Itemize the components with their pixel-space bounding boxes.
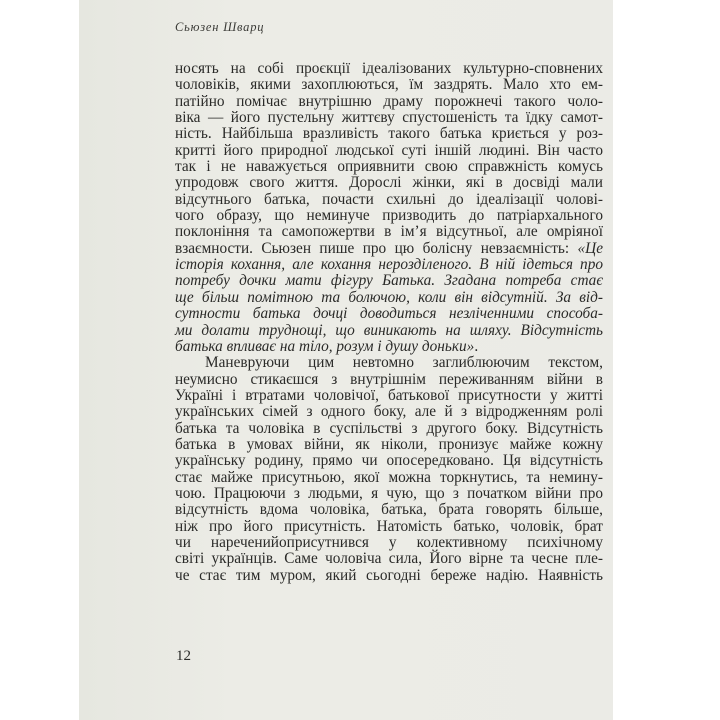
text-line <box>175 273 603 289</box>
text-line <box>175 208 603 224</box>
line-text: упродовж свого життя. Дорослі жінки, які в досвіді мали <box>175 174 603 192</box>
text-line <box>175 437 603 453</box>
text-line <box>175 388 603 404</box>
line-text: віка — його пустельну життєву спустошеність та їдку самот- <box>175 109 603 127</box>
text-line <box>175 110 603 126</box>
text-line <box>175 224 603 240</box>
line-text: поклоніння та самопожертви в ім’я відсутньої, але омріяної <box>175 223 603 241</box>
quoted-text: батька впливає на тіло, розум і душу доньки» <box>175 337 475 355</box>
quoted-text: ми долати труднощі, що виникають на шляху. Відсутність <box>175 321 603 339</box>
text-line <box>175 568 603 584</box>
text-line <box>175 175 603 191</box>
text-line <box>175 502 603 518</box>
quoted-text: історія кохання, але кохання нерозділеного. В ній ідеться про <box>175 256 603 274</box>
line-text: українську родину, прямо чи опосередковано. Ця відсутність <box>175 452 603 470</box>
line-text: світі українців. Саме чоловіча сила, Його вірне та чесне пле- <box>175 550 603 568</box>
line-text: ніж про його присутність. Натомість батько, чоловік, брат <box>175 517 603 535</box>
line-text: носять на собі проєкції ідеалізованих культурно-сповнених <box>175 60 603 77</box>
quoted-text: потребу дочки мати фігуру Батька. Згадана потреба стає <box>175 272 603 290</box>
text-line <box>175 241 603 257</box>
line-text: че стає тим муром, який сьогодні береже надію. Наявність <box>175 566 603 584</box>
line-text: взаємности. Сьюзен пише про цю болісну невзаємність: <box>175 239 578 257</box>
line-text: патійно помічає внутрішню драму порожнечі такого чоло- <box>175 92 603 110</box>
page-body-text <box>175 61 603 584</box>
text-line <box>175 551 603 567</box>
quoted-text: ще більш помітною та болючою, коли він відсутній. За від- <box>175 288 603 306</box>
text-line <box>175 323 603 339</box>
text-line <box>175 339 603 355</box>
line-text: чоловіків, якими захоплюються, їм заздрять. Мало хто ем- <box>175 76 603 94</box>
text-line <box>175 77 603 93</box>
text-line <box>175 535 603 551</box>
text-line <box>175 94 603 110</box>
line-text: . <box>474 337 479 355</box>
page-number: 12 <box>176 648 191 664</box>
line-text: батька та чоловіка в суспільстві з другого боку. Відсутність <box>175 419 603 437</box>
line-text: неумисно стикаєшся з внутрішнім переживанням війни в <box>175 370 603 388</box>
text-line <box>175 306 603 322</box>
text-line <box>175 159 603 175</box>
text-line <box>175 192 603 208</box>
quoted-text: сутности батька дочці доводиться незліченними способа- <box>175 305 603 323</box>
line-text: батька в умовах війни, як ніколи, пронизує майже кожну <box>175 435 603 453</box>
quoted-text: «Це <box>577 239 603 257</box>
text-line <box>175 126 603 142</box>
line-text: чи нареченийоприсутнився у колективному психічному <box>175 533 603 551</box>
line-text: Маневруючи цим невтомно заглиблюючим текстом, <box>205 354 603 372</box>
line-text: стає майже присутньою, якої можна торкнутись, та немину- <box>175 468 603 486</box>
text-line <box>175 290 603 306</box>
text-line <box>175 257 603 273</box>
line-text: чого образу, що неминуче призводить до патріархального <box>175 207 603 225</box>
line-text: Україні і втратами чоловічої, батькової присутности у житті <box>175 386 603 404</box>
line-text: ність. Найбільша вразливість такого батька криється у роз- <box>175 125 603 143</box>
text-line <box>175 372 603 388</box>
text-line <box>175 421 603 437</box>
text-line <box>175 61 603 77</box>
line-text: критті його природної людської суті іншій людині. Він часто <box>175 141 603 159</box>
line-text: українських сімей з одного боку, але й з відродженням ролі <box>175 403 603 421</box>
text-line <box>175 519 603 535</box>
text-line <box>175 404 603 420</box>
text-line <box>175 453 603 469</box>
line-text: відсутність вдома чоловіка, батька, брата говорять більше, <box>175 501 603 519</box>
text-line <box>175 355 603 371</box>
text-line <box>175 486 603 502</box>
text-line <box>175 143 603 159</box>
line-text: так і не наважується оприявнити свою справжність комусь <box>175 158 603 176</box>
text-line <box>175 470 603 486</box>
running-head-author: Сьюзен Шварц <box>175 20 265 34</box>
line-text: відсутнього батька, почасти схильні до ідеалізації чолові- <box>175 190 603 208</box>
line-text: чою. Працюючи з людьми, я чую, що з початком війни про <box>175 484 603 502</box>
